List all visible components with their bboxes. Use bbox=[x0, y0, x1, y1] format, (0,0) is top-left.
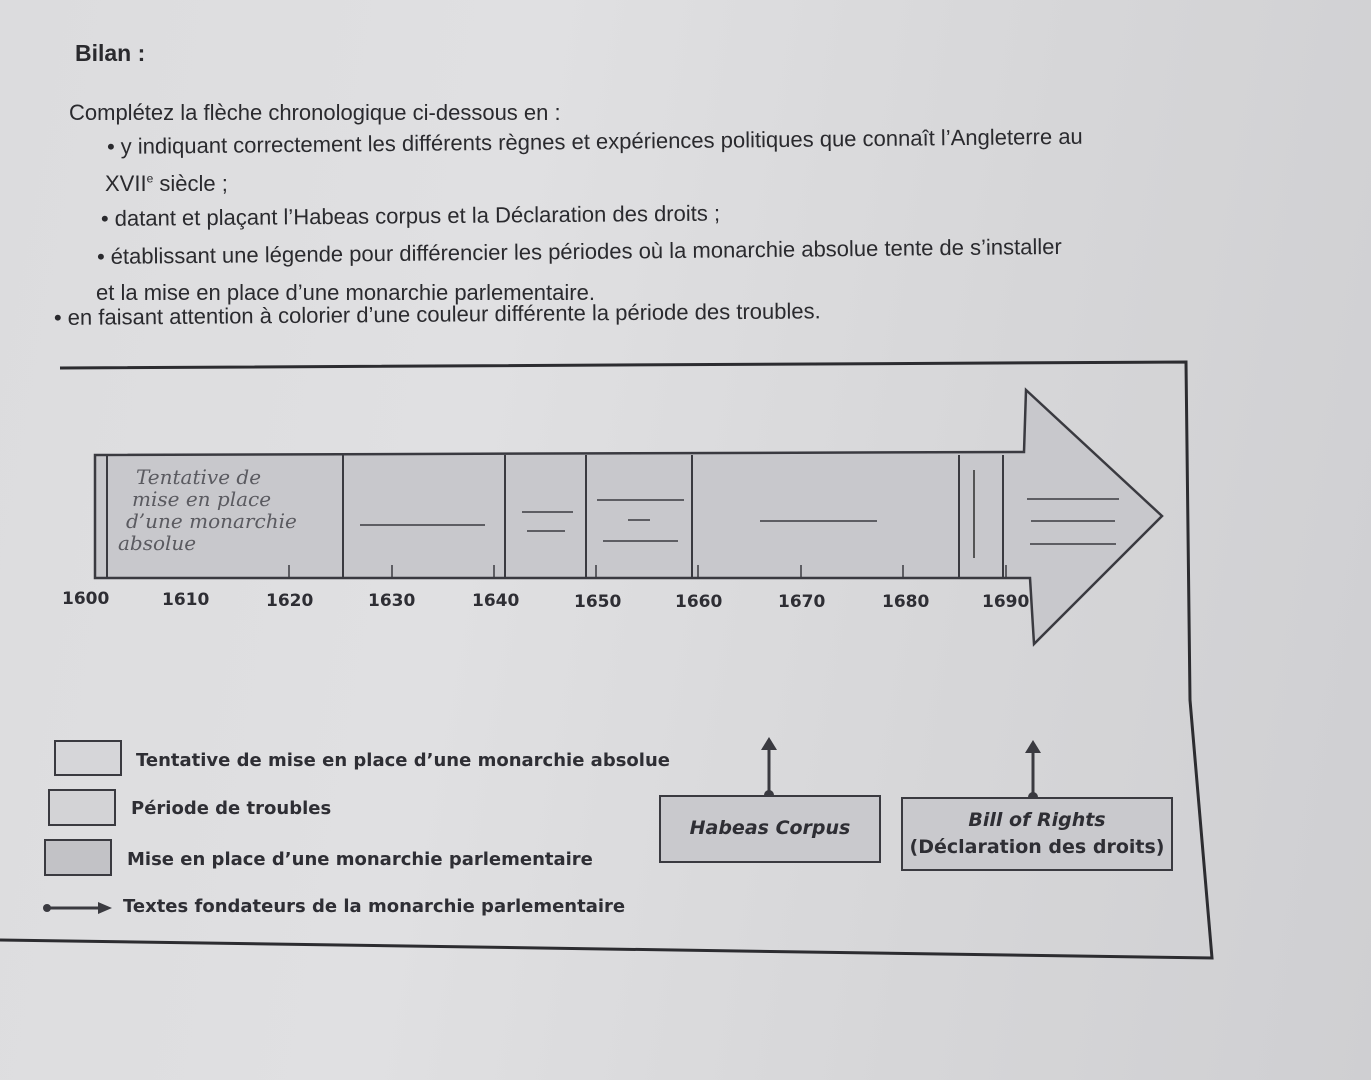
legend-swatch-absolue bbox=[55, 741, 121, 775]
legend-label-textes: Textes fondateurs de la monarchie parlementaire bbox=[123, 896, 626, 917]
legend-label-troubles: Période de troubles bbox=[131, 798, 332, 819]
legend-swatch-troubles bbox=[49, 790, 115, 825]
year-label: 1610 bbox=[162, 590, 210, 610]
year-label: 1680 bbox=[882, 592, 930, 612]
bullet-colors: • en faisant attention à colorier d’une couleur différente la période des troubles. bbox=[53, 298, 821, 330]
year-label: 1670 bbox=[778, 592, 826, 612]
bullet-legend: • établissant une légende pour différencier les périodes où la monarchie absolue tente de s’installer bbox=[96, 233, 1062, 269]
handwritten-annotation: Tentative de mise en place d’une monarchie absolue bbox=[118, 465, 297, 555]
legend-label-parlementaire: Mise en place d’une monarchie parlementaire bbox=[127, 849, 593, 870]
year-label: 1630 bbox=[368, 591, 416, 611]
year-label: 1660 bbox=[675, 592, 723, 612]
year-label: 1600 bbox=[62, 589, 110, 609]
bullet-reigns: • y indiquant correctement les différents règnes et expériences politiques que connaît l’Angleterre au bbox=[106, 123, 1083, 159]
year-label: 1690 bbox=[982, 592, 1030, 612]
bullet-legend-continued: et la mise en place d’une monarchie parlementaire. bbox=[96, 280, 595, 305]
habeas-corpus-box: Habeas Corpus bbox=[659, 795, 881, 863]
page-title: Bilan : bbox=[75, 40, 146, 66]
legend-swatch-parlementaire bbox=[45, 840, 111, 875]
bullet-dates: • datant et plaçant l’Habeas corpus et la Déclaration des droits ; bbox=[100, 200, 721, 231]
instructions-intro: Complétez la flèche chronologique ci-dessous en : bbox=[69, 100, 561, 125]
legend-label-absolue: Tentative de mise en place d’une monarchie absolue bbox=[136, 750, 670, 771]
bill-of-rights-box: Bill of Rights (Déclaration des droits) bbox=[901, 797, 1173, 871]
bullet-reigns-continued: XVIIe siècle ; bbox=[105, 171, 228, 196]
year-label: 1620 bbox=[266, 591, 314, 611]
year-label: 1640 bbox=[472, 591, 520, 611]
year-label: 1650 bbox=[574, 592, 622, 612]
